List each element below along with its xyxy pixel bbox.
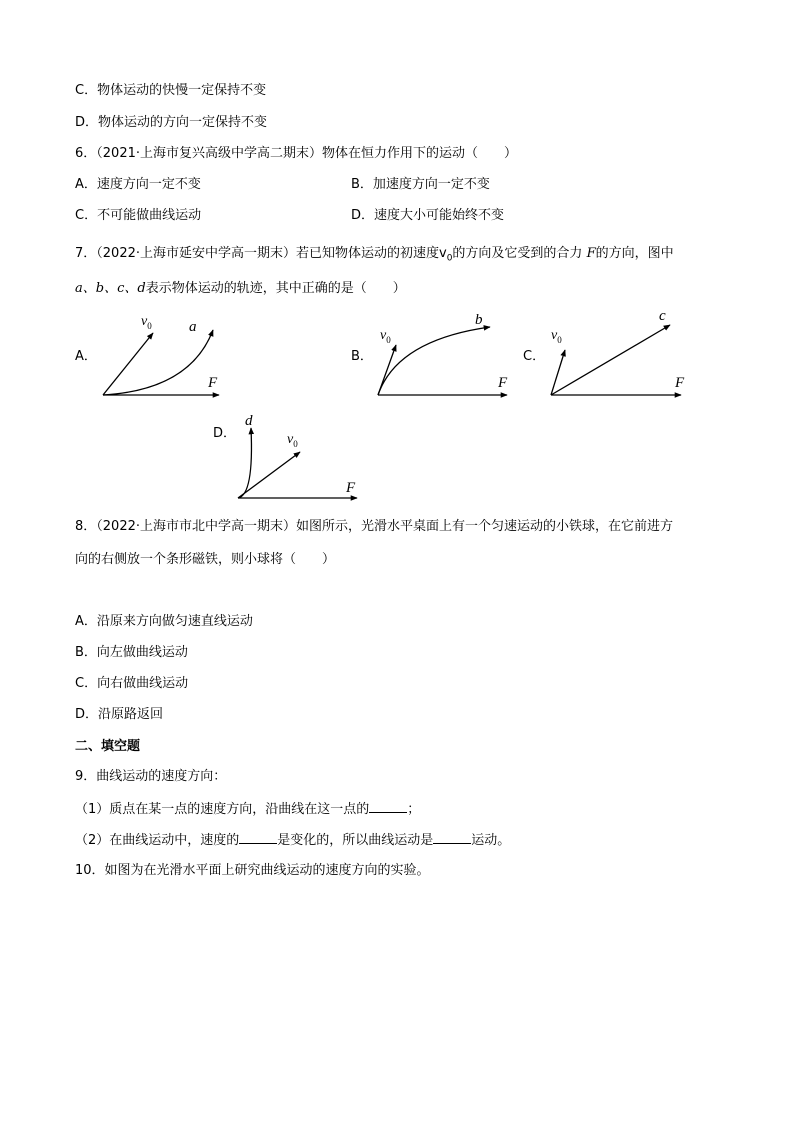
q6-option-c: C．不可能做曲线运动: [75, 208, 202, 223]
fig-a-trajectory: [103, 330, 213, 395]
fig-c-curve-label: c: [659, 308, 666, 324]
q7-stem-line1: [75, 245, 674, 268]
section-heading-fill-in: 二、填空题: [75, 739, 141, 754]
fig-c-v-label: $v_0$: [551, 328, 562, 345]
q7-figure-b: [372, 305, 522, 405]
q9-blank-3: [433, 831, 471, 844]
q9-part2: [75, 831, 510, 850]
q5-option-d: D．物体运动的方向一定保持不变: [75, 115, 268, 130]
q9-part2-mid: 是变化的，所以曲线运动是: [277, 833, 434, 848]
q6-option-d: D．速度大小可能始终不变: [351, 208, 505, 223]
q7-figure-d: [232, 410, 372, 505]
q7-stem-part3: 的方向，图中: [595, 246, 674, 261]
q8-stem-line1: 8．（2022·上海市市北中学高一期末）如图所示，光滑水平桌面上有一个匀速运动的小铁球，在它前进方: [75, 519, 673, 534]
fig-d-v-label: $v_0$: [287, 432, 298, 449]
fig-a-curve-label: a: [189, 319, 197, 335]
q7-figure-a-label: A．: [75, 349, 97, 364]
q9-stem: 9．曲线运动的速度方向：: [75, 769, 227, 784]
fig-a-force-label: F: [208, 375, 218, 391]
q7-stem-line2: [75, 280, 406, 298]
q7-stem-part2: 的方向及它受到的合力: [452, 246, 583, 261]
q8-option-b: B．向左做曲线运动: [75, 645, 188, 660]
fig-b-v-label: $v_0$: [380, 328, 391, 345]
q7-figure-c: [545, 305, 695, 405]
q6-option-a: A．速度方向一定不变: [75, 177, 201, 192]
q9-part2-end: 运动。: [471, 833, 511, 848]
q9-blank-2: [239, 831, 277, 844]
fig-d-velocity-arrow: [238, 452, 300, 498]
fig-d-trajectory: [238, 428, 251, 498]
q7-figure-b-label: B．: [351, 349, 373, 364]
q7-stem-rest: 表示物体运动的轨迹，其中正确的是（ ）: [145, 281, 406, 296]
fig-a-velocity-arrow: [103, 333, 153, 395]
q7-stem-part1: 7．（2022·上海市延安中学高一期末）若已知物体运动的初速度v: [75, 246, 447, 261]
q8-stem-line2: 向的右侧放一个条形磁铁，则小球将（ ）: [75, 552, 336, 567]
q7-stem-vars: a、b、c、d: [75, 281, 146, 296]
q9-blank-1: [369, 800, 407, 813]
q8-option-d: D．沿原路返回: [75, 707, 164, 722]
q7-stem-v0-sub: 0: [446, 253, 453, 264]
fig-c-trajectory: [551, 325, 670, 395]
fig-d-force-label: F: [346, 480, 356, 496]
q8-option-a: A．沿原来方向做匀速直线运动: [75, 614, 253, 629]
q9-part1-end: ；: [407, 802, 421, 817]
fig-a-v-label: $v_0$: [141, 314, 152, 331]
q9-part1: [75, 800, 420, 819]
fig-b-trajectory: [378, 327, 490, 395]
fig-b-force-label: F: [498, 375, 508, 391]
q10-stem: 10．如图为在光滑水平面上研究曲线运动的速度方向的实验。: [75, 863, 430, 878]
q7-figure-d-label: D．: [213, 426, 237, 441]
q8-option-c: C．向右做曲线运动: [75, 676, 189, 691]
q7-figure-c-label: C．: [523, 349, 546, 364]
q5-option-c: C．物体运动的快慢一定保持不变: [75, 83, 267, 98]
q6-stem: 6．（2021·上海市复兴高级中学高二期末）物体在恒力作用下的运动（ ）: [75, 146, 517, 161]
q7-stem-force: F: [586, 246, 596, 261]
q9-part2-text: （2）在曲线运动中，速度的: [75, 833, 240, 848]
q9-part1-text: （1）质点在某一点的速度方向，沿曲线在这一点的: [75, 802, 370, 817]
q6-option-b: B．加速度方向一定不变: [351, 177, 490, 192]
fig-d-curve-label: d: [245, 413, 253, 429]
fig-b-curve-label: b: [475, 312, 483, 328]
q7-figure-a: [95, 305, 235, 405]
fig-c-force-label: F: [675, 375, 685, 391]
